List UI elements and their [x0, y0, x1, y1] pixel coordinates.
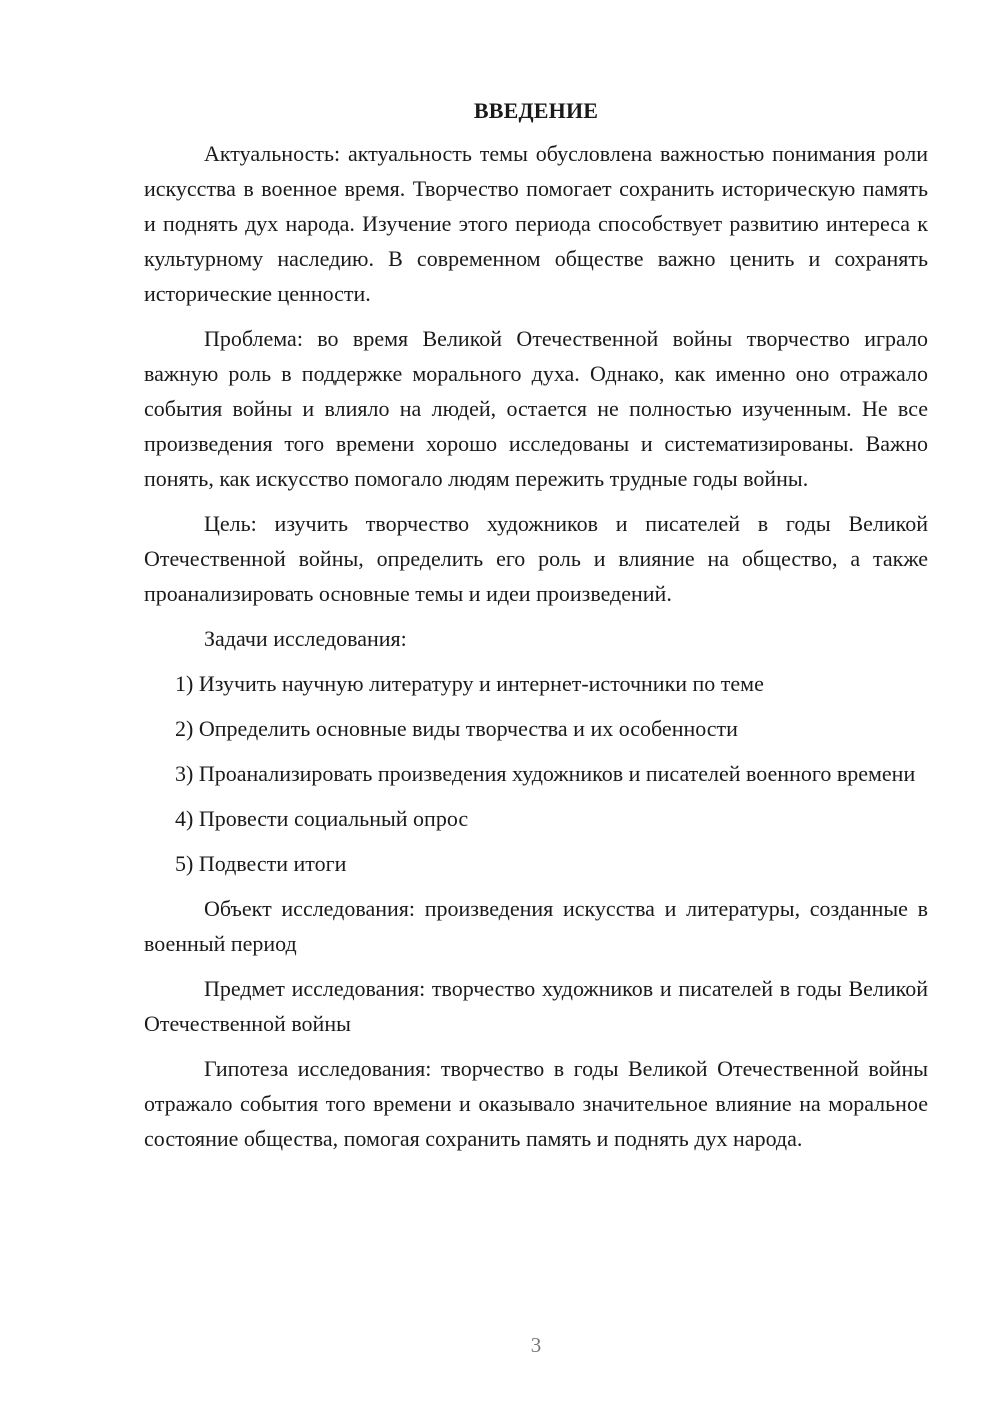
list-item: 2) Определить основные виды творчества и их особенности	[175, 716, 738, 741]
paragraph-problem: Проблема: во время Великой Отечественной войны творчество играло важную роль в поддержке морального духа. Однако, как именно оно отражало события войны и влияло на людей, остается не полностью изученным. Не все произведения того времени хорошо исследованы и систематизированы. Важно понять, как искусство помогало людям пережить трудные годы войны.	[144, 326, 928, 491]
list-item: 4) Провести социальный опрос	[175, 806, 469, 831]
paragraph-goal: Цель: изучить творчество художников и писателей в годы Великой Отечественной войны, определить его роль и влияние на общество, а также проанализировать основные темы и идеи произведений.	[144, 511, 928, 606]
list-item: 3) Проанализировать произведения художников и писателей военного времени	[175, 761, 916, 786]
paragraph-subject: Предмет исследования: творчество художников и писателей в годы Великой Отечественной войны	[144, 976, 928, 1036]
list-item: 1) Изучить научную литературу и интернет-источники по теме	[175, 671, 764, 696]
tasks-heading: Задачи исследования:	[204, 626, 407, 651]
document-page	[144, 96, 928, 1156]
page-number: 3	[530, 1333, 542, 1357]
paragraph-relevance: Актуальность: актуальность темы обусловлена важностью понимания роли искусства в военное время. Творчество помогает сохранить историческую память и поднять дух народа. Изучение этого периода способствует развитию интереса к культурному наследию. В современном обществе важно ценить и сохранять исторические ценности.	[144, 141, 928, 306]
paragraph-hypothesis: Гипотеза исследования: творчество в годы Великой Отечественной войны отражало события того времени и оказывало значительное влияние на моральное состояние общества, помогая сохранить память и поднять дух народа.	[144, 1056, 928, 1151]
paragraph-object: Объект исследования: произведения искусства и литературы, созданные в военный период	[144, 896, 928, 956]
document-title: ВВЕДЕНИЕ	[473, 98, 599, 123]
list-item: 5) Подвести итоги	[175, 851, 347, 876]
tasks-list	[144, 666, 928, 881]
